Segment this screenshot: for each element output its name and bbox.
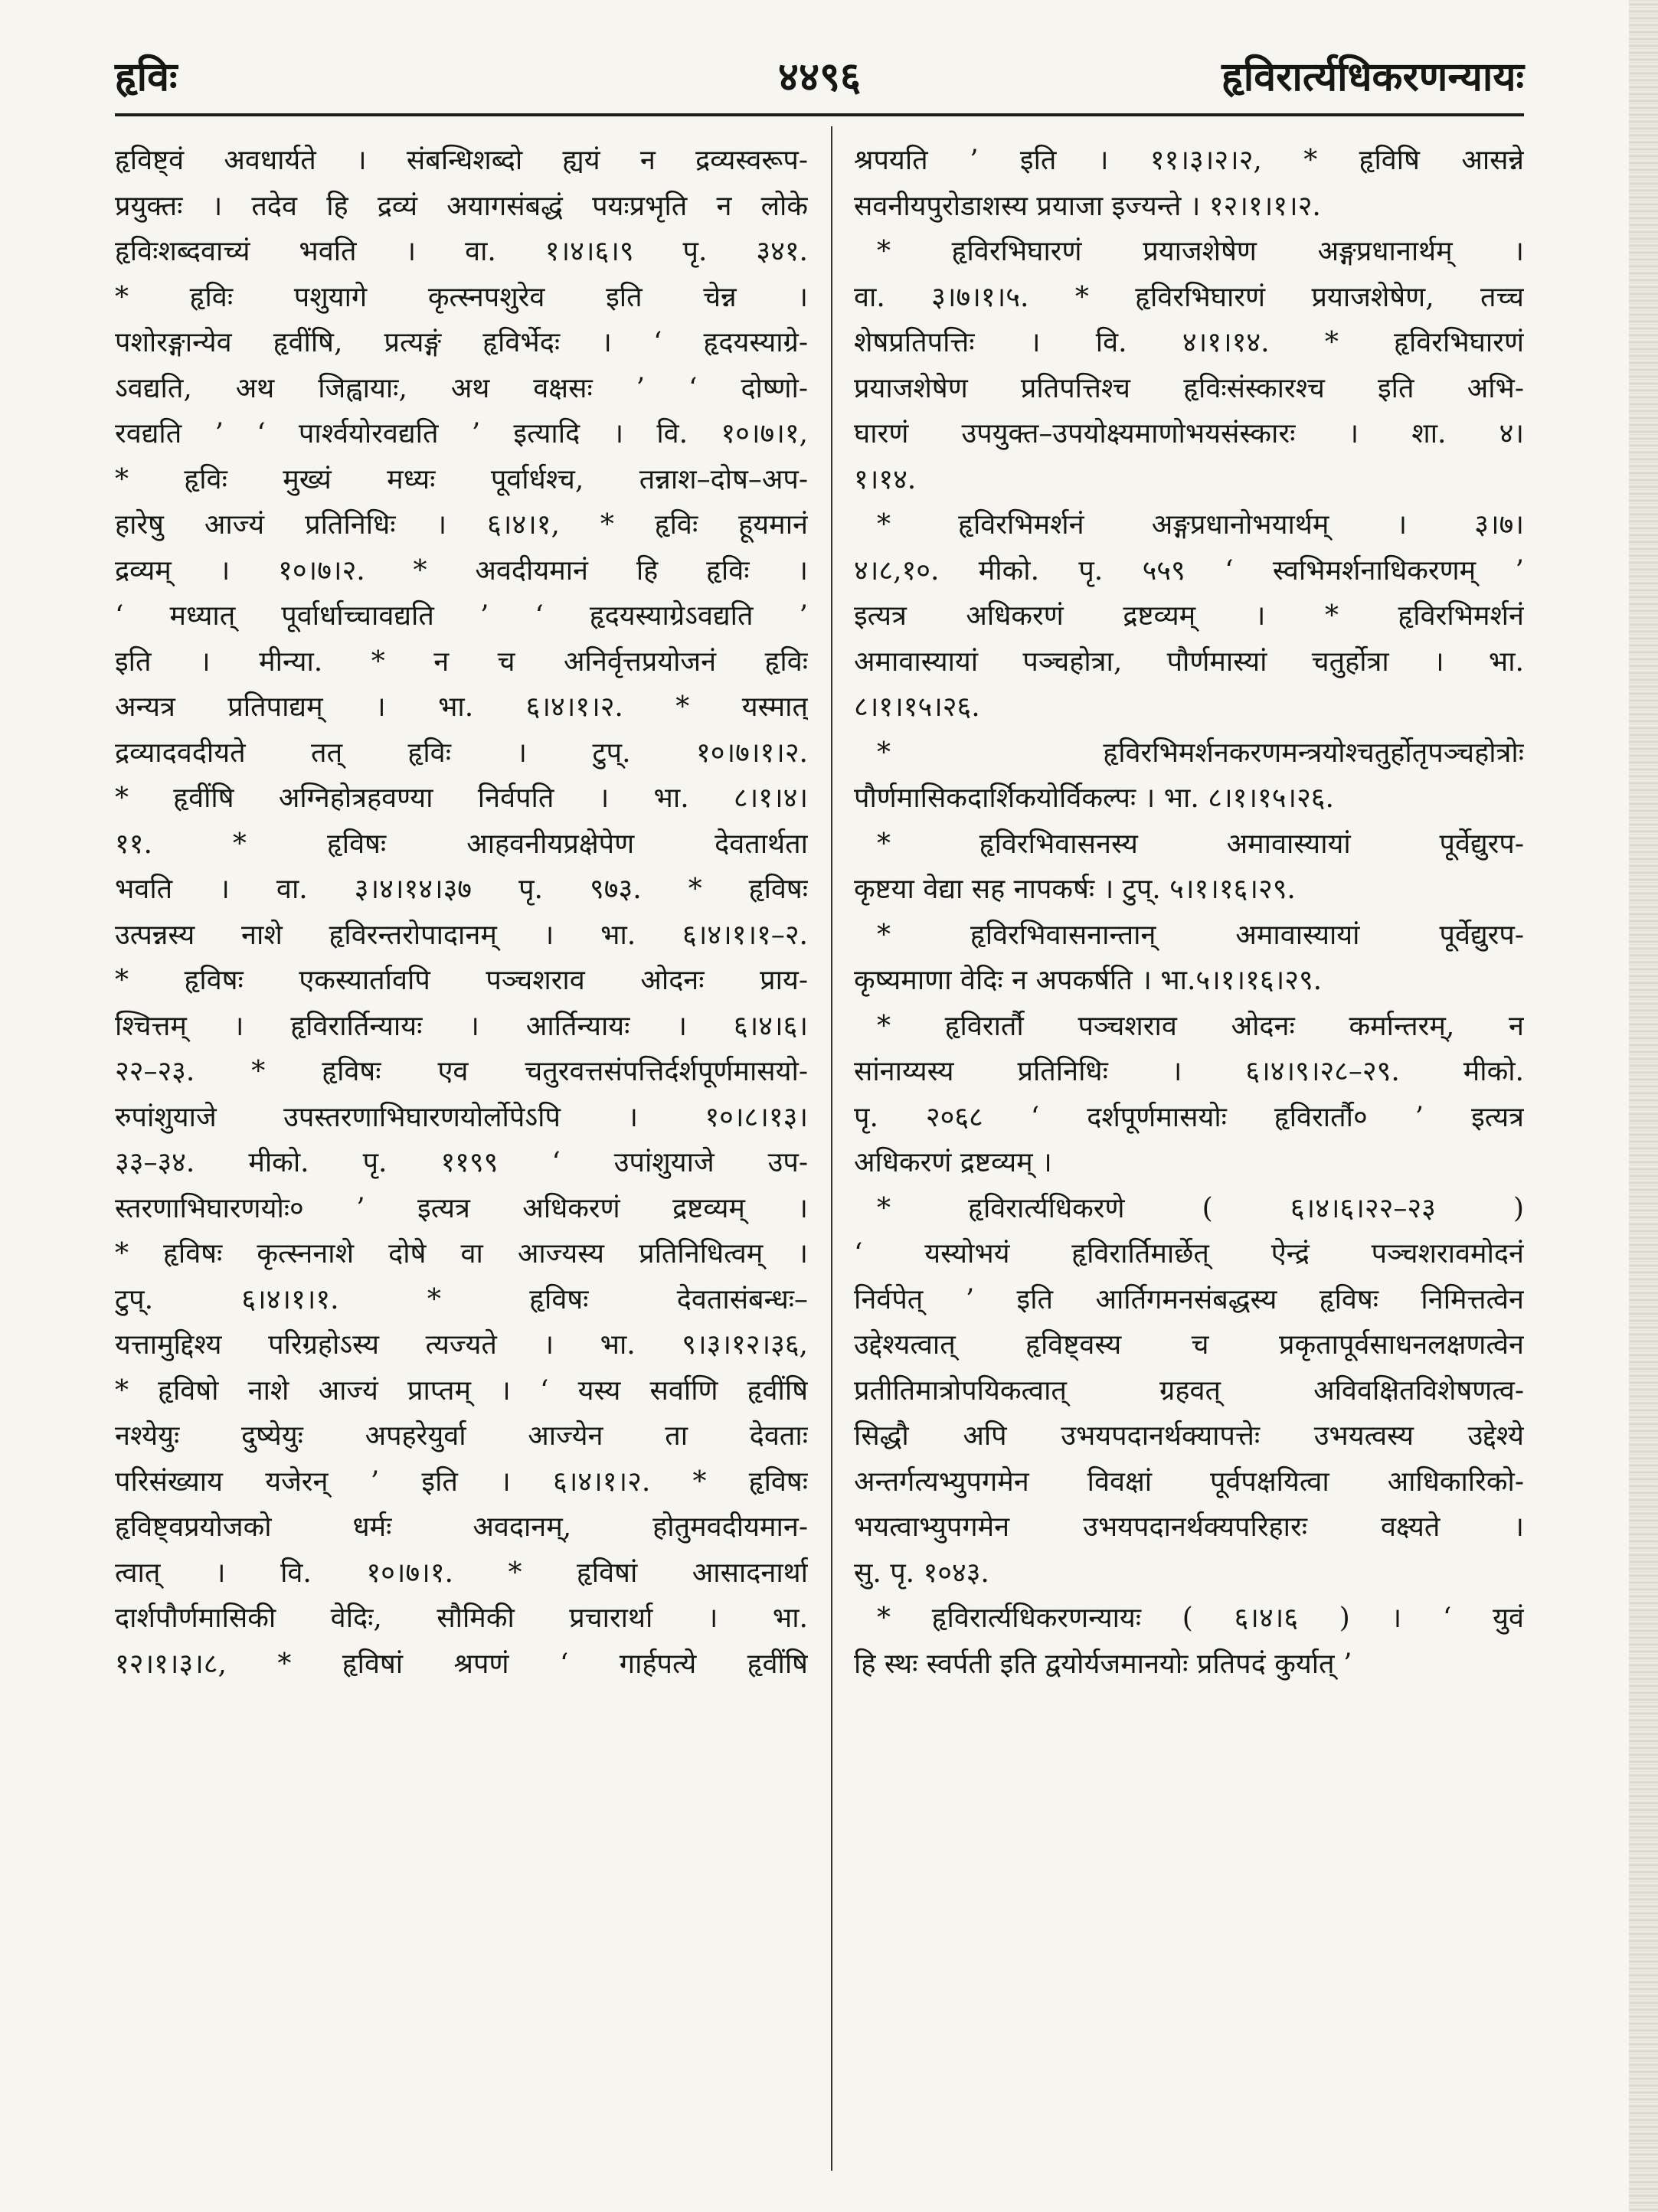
text-line: * हृविषो नाशे आज्यं प्राप्तम् । ‘ यस्य सर्वाणि हृवींषि (115, 1374, 808, 1407)
text-line: प्रयाजशेषेण प्रतिपत्तिश्च हृविःसंस्कारश्च इति अभि- (854, 372, 1524, 404)
text-line: कृष्यमाणा वेदिः न अपकर्षति । भा.५।१।१६।२९. (854, 965, 1323, 996)
text-line: सिद्धौ अपि उभयपदानर्थक्यापत्तेः उभयत्वस्य उद्देश्ये (854, 1420, 1524, 1452)
text-line: पृ. २०६८ ‘ दर्शपूर्णमासयोः हृविरार्तौ० ’ इत्यत्र (854, 1101, 1524, 1133)
text-line: ११. * हृविषः आहवनीयप्रक्षेपेण देवतार्थता (115, 828, 808, 860)
text-line: सु. पृ. १०४३. (854, 1557, 989, 1589)
text-line: घारणं उपयुक्त–उपयोक्ष्यमाणोभयसंस्कारः । शा. ४। (854, 418, 1524, 449)
text-line: श्चित्तम् । हृविरार्तिन्यायः । आर्तिन्यायः । ६।४।६। (115, 1010, 808, 1042)
header-rule (115, 113, 1524, 116)
text-line: इत्यत्र अधिकरणं द्रष्टव्यम् । * हृविरभिमर्शनं (854, 600, 1524, 632)
text-line: रवद्यति ’ ‘ पार्श्वयोरवद्यति ’ इत्यादि । वि. १०।७।१, (115, 418, 808, 449)
text-line: * हृविरभिमर्शनं अङ्गप्रधानोभयार्थम् । ३।७। (877, 509, 1524, 541)
scan-edge-shadow (1629, 0, 1658, 2212)
text-line: रुपांशुयाजे उपस्तरणाभिघारणयोर्लोपेऽपि । १०।८।१३। (115, 1101, 808, 1133)
text-line: * हृविरभिवासनान्तान् अमावास्यायां पूर्वेद्युरप- (877, 919, 1524, 951)
text-line: वा. ३।७।१।५. * हृविरभिघारणं प्रयाजशेषेण, तच्च (854, 281, 1524, 313)
text-line: १२।१।३।८, * हृविषां श्रपणं ‘ गार्हपत्ये हृवींषि (115, 1648, 808, 1680)
text-line: श्रपयति ’ इति । ११।३।२।२, * हृविषि आसन्ने (854, 145, 1524, 176)
text-line: अधिकरणं द्रष्टव्यम् । (854, 1147, 1052, 1178)
text-line: शेषप्रतिपत्तिः । वि. ४।१।१४. * हृविरभिघारणं (854, 327, 1524, 358)
text-line: भयत्वाभ्युपगमेन उभयपदानर्थक्यपरिहारः वक्ष्यते । (854, 1511, 1524, 1543)
text-line: सांनाय्यस्य प्रतिनिधिः । ६।४।९।२८–२९. मीको. (854, 1056, 1524, 1087)
text-line: * हृविरभिवासनस्य अमावास्यायां पूर्वेद्युरप- (877, 828, 1524, 860)
text-line: यत्तामुद्दिश्य परिग्रहोऽस्य त्यज्यते । भा. ९।३।१२।३६, (115, 1329, 808, 1361)
text-line: इति । मीन्या. * न च अनिर्वृत्तप्रयोजनं हृविः (115, 645, 808, 678)
page-header (115, 42, 1524, 103)
text-line: * हृवींषि अग्निहोत्रहवण्या निर्वपति । भा. ८।१।४। (115, 783, 808, 814)
text-line: ४।८,१०. मीको. पृ. ५५९ ‘ स्वभिमर्शनाधिकरणम् ’ (854, 554, 1524, 586)
text-line: * हृविः पशुयागे कृत्स्नपशुरेव इति चेन्न । (115, 281, 808, 313)
text-line: ८।१।१५।२६. (854, 691, 980, 723)
text-line: भवति । वा. ३।४।१४।३७ पृ. ९७३. * हृविषः (115, 874, 808, 905)
text-line: * हृविः मुख्यं मध्यः पूर्वार्धश्च, तन्नाश–दोष–अप- (115, 463, 808, 495)
text-line: निर्वपेत् ’ इति आर्तिगमनसंबद्धस्य हृविषः निमित्तत्वेन (854, 1283, 1524, 1315)
text-line: हि स्थः स्वर्पती इति द्वयोर्यजमानयोः प्रतिपदं कुर्यात् ’ (854, 1648, 1352, 1680)
text-line: उद्देश्यत्वात् हृविष्ट्वस्य च प्रकृतापूर्वसाधनलक्षणत्वेन (854, 1329, 1524, 1361)
text-line: टुप्. ६।४।१।१. * हृविषः देवतासंबन्धः– (115, 1283, 808, 1315)
text-line: * हृविषः कृत्स्ननाशे दोषे वा आज्यस्य प्रतिनिधित्वम् । (115, 1238, 808, 1269)
text-line: स्तरणाभिघारणयोः० ’ इत्यत्र अधिकरणं द्रष्टव्यम् । (115, 1192, 808, 1224)
text-line: ऽवद्यति, अथ जिह्वायाः, अथ वक्षसः ’ ‘ दोष्णो- (115, 372, 808, 404)
text-line: * हृविरभिमर्शनकरणमन्त्रयोश्चतुर्होतृपञ्चहोत्रोः (877, 737, 1524, 769)
text-line: द्रव्यम् । १०।७।२. * अवदीयमानं हि हृविः । (115, 554, 808, 586)
text-line: हृविष्ट्वं अवधार्यते । संबन्धिशब्दो ह्ययं न द्रव्यस्वरूप- (115, 145, 808, 176)
text-line: पशोरङ्गान्येव हृवींषि, प्रत्यङ्गं हृविर्भेदः । ‘ हृदयस्याग्रे- (115, 327, 808, 358)
text-line: अमावास्यायां पञ्चहोत्रा, पौर्णमास्यां चतुर्होत्रा । भा. (854, 645, 1524, 678)
header-left-headword: हृविः (115, 54, 178, 100)
column-divider (831, 126, 832, 2171)
text-line: परिसंख्याय यजेरन् ’ इति । ६।४।१।२. * हृविषः (115, 1465, 808, 1498)
page-number: ४४९६ (777, 54, 862, 100)
text-line: पौर्णमासिकदार्शिकयोर्विकल्पः । भा. ८।१।१५।२६. (854, 783, 1334, 814)
text-line: * हृविरार्त्यधिकरणे ( ६।४।६।२२–२३ ) (877, 1192, 1524, 1224)
text-line: * हृविषः एकस्यार्तावपि पञ्चशराव ओदनः प्राय- (115, 965, 808, 996)
text-line: * हृविरभिघारणं प्रयाजशेषेण अङ्गप्रधानार्थम् । (877, 236, 1524, 267)
text-line: अन्यत्र प्रतिपाद्यम् । भा. ६।४।१।२. * यस्मात् (115, 691, 808, 723)
text-line: १।१४. (854, 463, 917, 495)
text-line: * हृविरार्त्यधिकरणन्यायः ( ६।४।६ ) । ‘ युवं (877, 1603, 1524, 1634)
text-line: प्रयुक्तः । तदेव हि द्रव्यं अयागसंबद्धं पयःप्रभृति न लोके (115, 190, 808, 222)
text-line: द्रव्यादवदीयते तत् हृविः । टुप्. १०।७।१।२. (115, 737, 808, 769)
text-line: प्रतीतिमात्रोपयिकत्वात् ग्रहवत् अविवक्षितविशेषणत्व- (854, 1374, 1524, 1407)
left-column (115, 138, 808, 2174)
text-line: * हृविरार्तौ पञ्चशराव ओदनः कर्मान्तरम्, न (877, 1010, 1524, 1042)
header-right-headword: हृविरार्त्यधिकरणन्यायः (1221, 54, 1524, 100)
text-line: सवनीयपुरोडाशस्य प्रयाजा इज्यन्ते । १२।१।१।२. (854, 190, 1321, 222)
text-line: त्वात् । वि. १०।७।१. * हृविषां आसादनार्था (115, 1557, 808, 1589)
text-line: हारेषु आज्यं प्रतिनिधिः । ६।४।१, * हृविः हूयमानं (115, 509, 808, 541)
right-column (854, 138, 1524, 2174)
text-line: अन्तर्गत्यभ्युपगमेन विवक्षां पूर्वपक्षयित्वा आधिकारिको- (854, 1465, 1524, 1498)
text-line: नश्येयुः दुष्येयुः अपहरेयुर्वा आज्येन ता देवताः (115, 1420, 808, 1452)
text-line: ‘ यस्योभयं हृविरार्तिमार्छेत् ऐन्द्रं पञ्चशरावमोदनं (854, 1238, 1524, 1269)
text-line: ३३–३४. मीको. पृ. ११९९ ‘ उपांशुयाजे उप- (115, 1147, 808, 1178)
text-line: ‘ मध्यात् पूर्वार्धाच्चावद्यति ’ ‘ हृदयस्याग्रेऽवद्यति ’ (115, 600, 808, 632)
text-line: कृष्टया वेद्या सह नापकर्षः । टुप्. ५।१।१६।२९. (854, 874, 1296, 905)
text-line: दार्शपौर्णमासिकी वेदिः, सौमिकी प्रचारार्था । भा. (115, 1603, 808, 1634)
text-line: हृविष्ट्वप्रयोजको धर्मः अवदानम्, होतुमवदीयमान- (115, 1511, 808, 1543)
text-line: उत्पन्नस्य नाशे हृविरन्तरोपादानम् । भा. ६।४।१।१–२. (115, 919, 808, 951)
text-line: हृविःशब्दवाच्यं भवति । वा. १।४।६।९ पृ. ३४१. (115, 236, 808, 267)
text-line: २२–२३. * हृविषः एव चतुरवत्तसंपत्तिर्दर्शपूर्णमासयो- (115, 1056, 808, 1087)
